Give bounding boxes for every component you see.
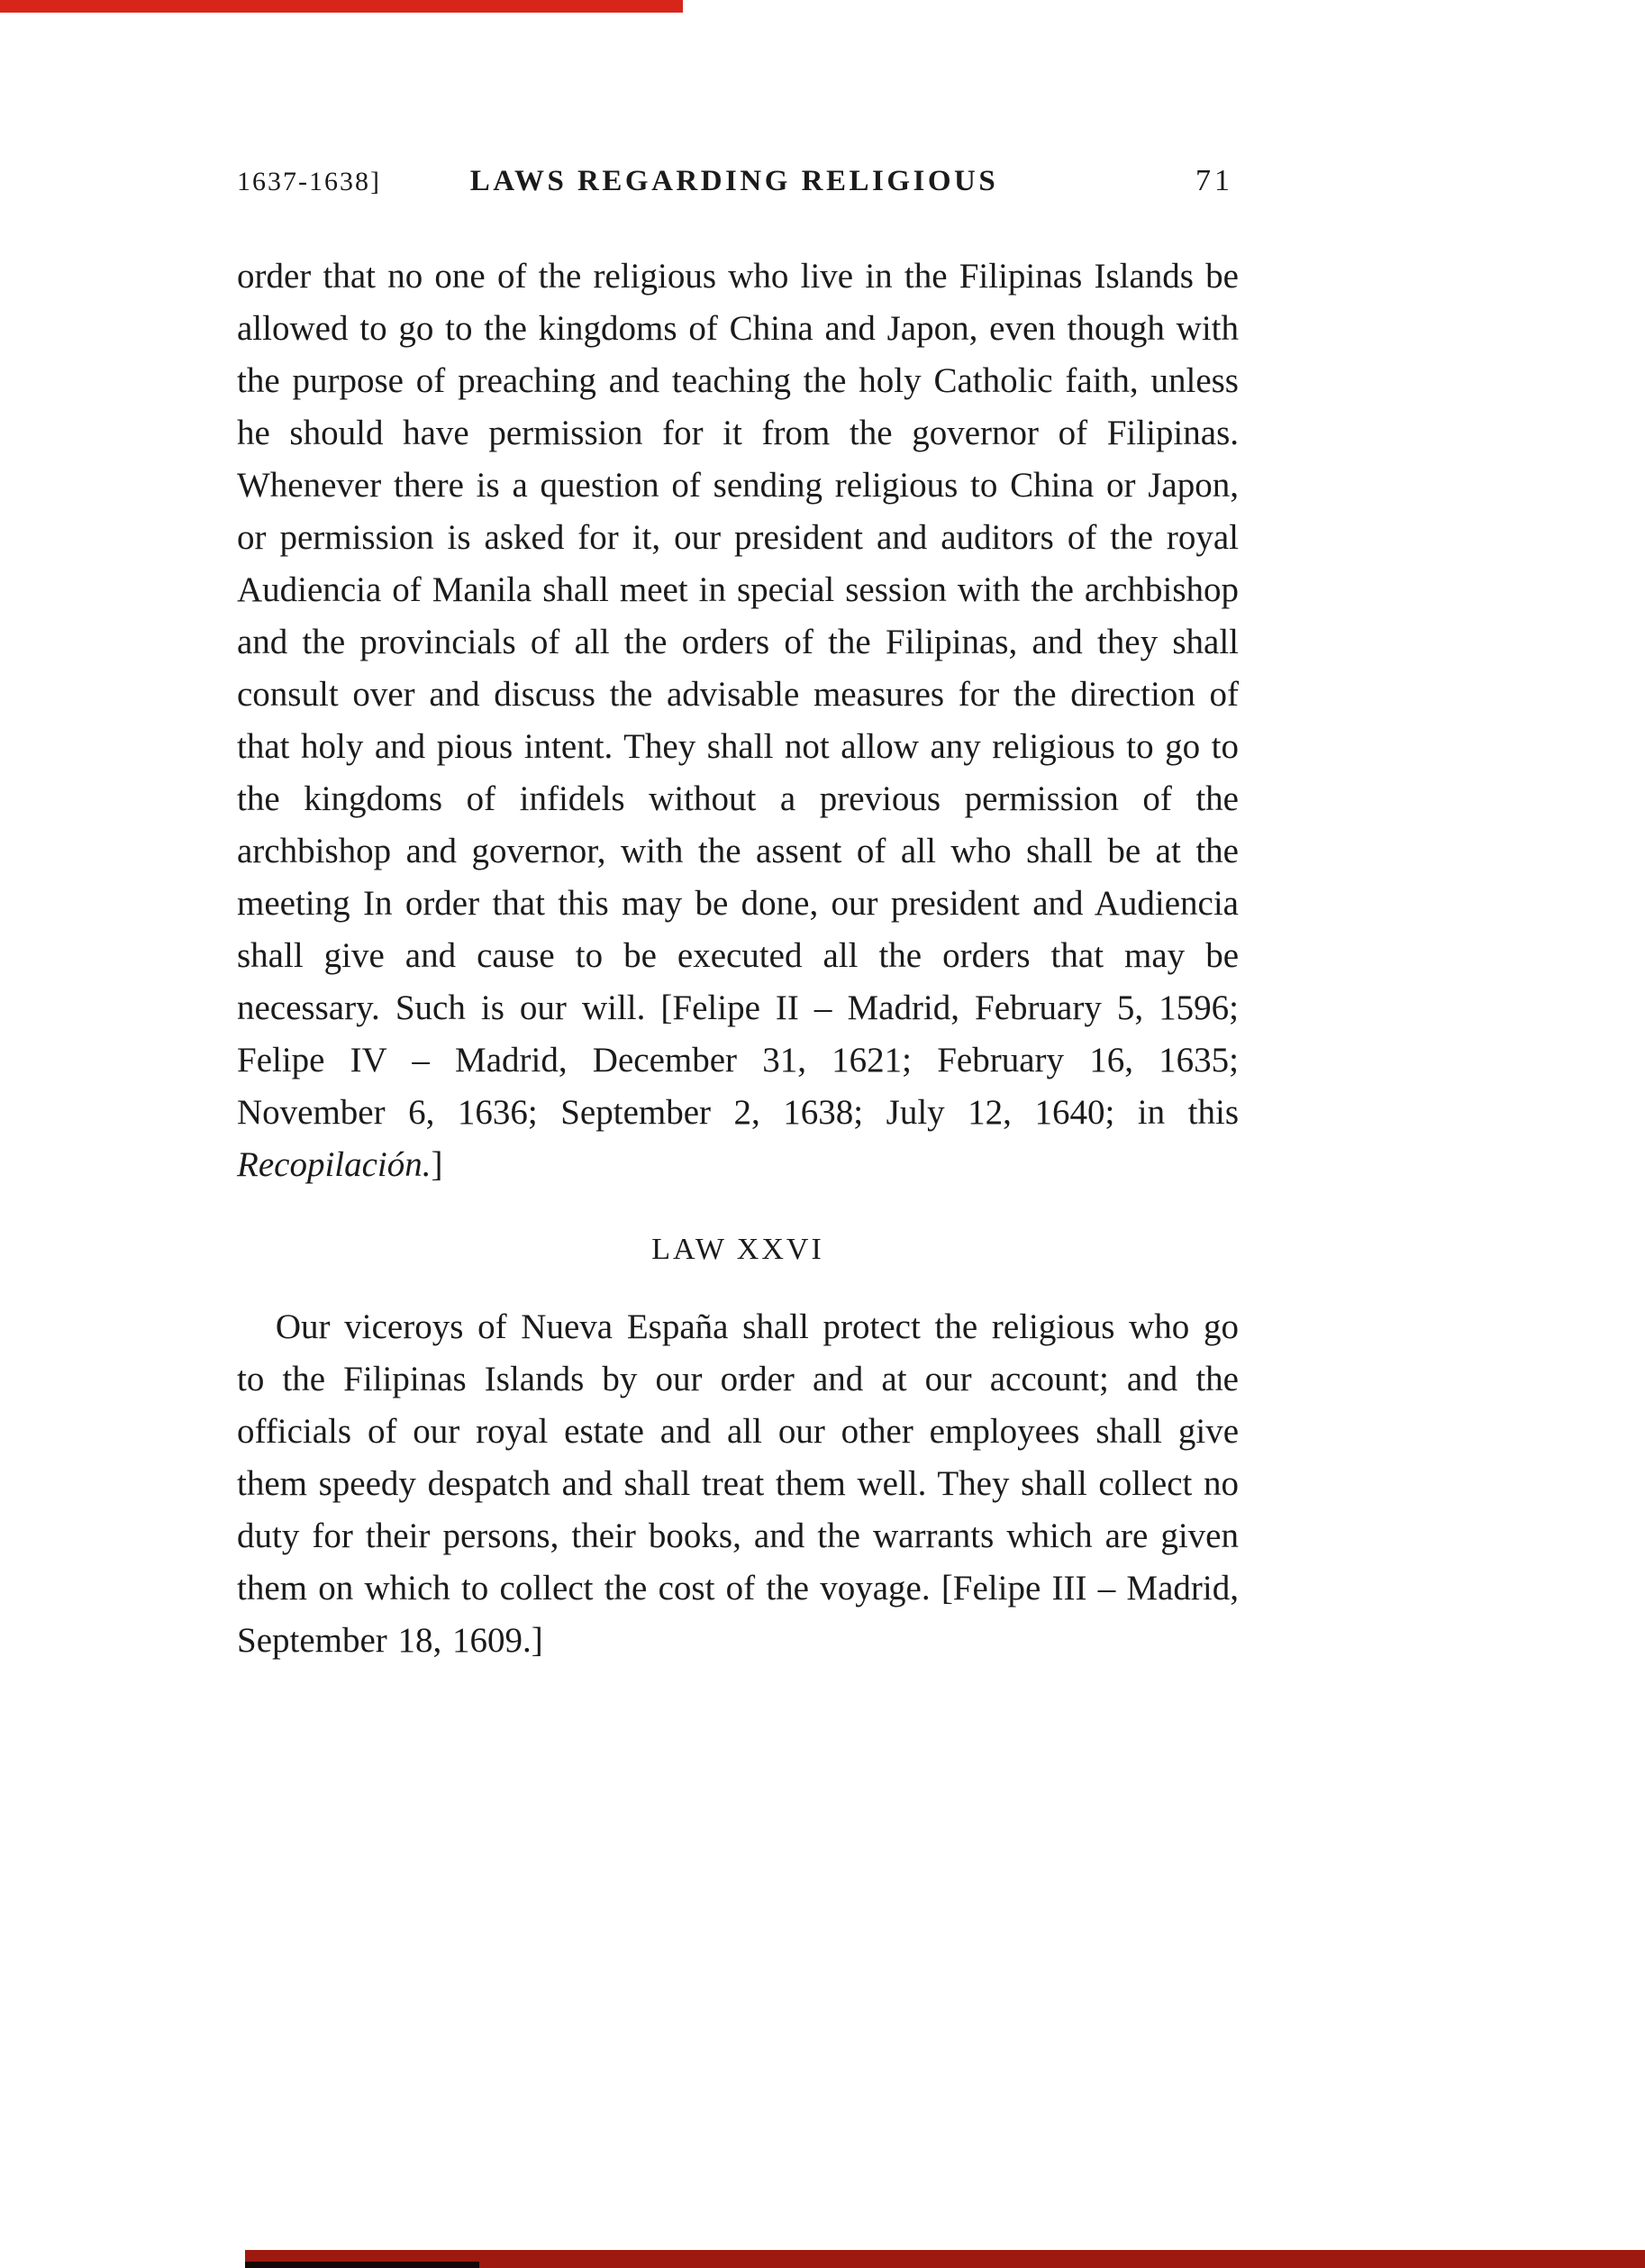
paragraph-law-xxv-text: order that no one of the religious who live in the Filipinas Islands be allowed to go to the kingdoms of China and Japon, even though with the purpose of preaching and teaching the holy Catholic faith, unless he should have permission for it from the governor of Filipinas. Whenever there is a question of sending religious to China or Japon, or permission is asked for it, our president and auditors of the royal Audiencia of Manila shall meet in special session with the archbishop and the provincials of all the orders of the Filipinas, and they shall consult over and discuss the advisable measures for the direction of that holy and pious intent. They shall not allow any religious to go to the kingdoms of infidels without a previous permission of the archbishop and governor, with the assent of all who shall be at the meeting In order that this may be done, our president and Audiencia shall give and cause to be executed all the orders that may be necessary. Such is our will. [Felipe II – Madrid, February 5, 1596; Felipe IV – Madrid, December 31, 1621; February 16, 1635; November 6, 1636; September 2, 1638; July 12, 1640; in this [237,257,1239,1132]
page-number: 71 [1195,164,1233,197]
scan-artifact-bottom-black-bar [245,2262,479,2268]
paragraph-law-xxv-closing-bracket: ] [431,1145,443,1184]
recopilacion-italic-text: Recopilación. [237,1145,432,1184]
page-content [237,164,1239,1667]
header-title: LAWS REGARDING RELIGIOUS [469,165,999,197]
scan-artifact-top-red-bar [0,0,683,13]
paragraph-law-xxvi: Our viceroys of Nueva España shall protect the religious who go to the Filipinas Islands by our order and at our account; and the officials of our royal estate and all our other employees shall give them speedy despatch and shall treat them well. They shall collect no duty for their persons, their books, and the warrants which are given them on which to collect the cost of the voyage. [Felipe III – Madrid, September 18, 1609.] [237,1307,1239,1660]
section-heading-law-xxvi: LAW XXVI [651,1233,824,1266]
running-head [237,164,1239,198]
paragraph-law-xxv [237,250,1239,1191]
header-date-range: 1637-1638] [237,167,381,196]
